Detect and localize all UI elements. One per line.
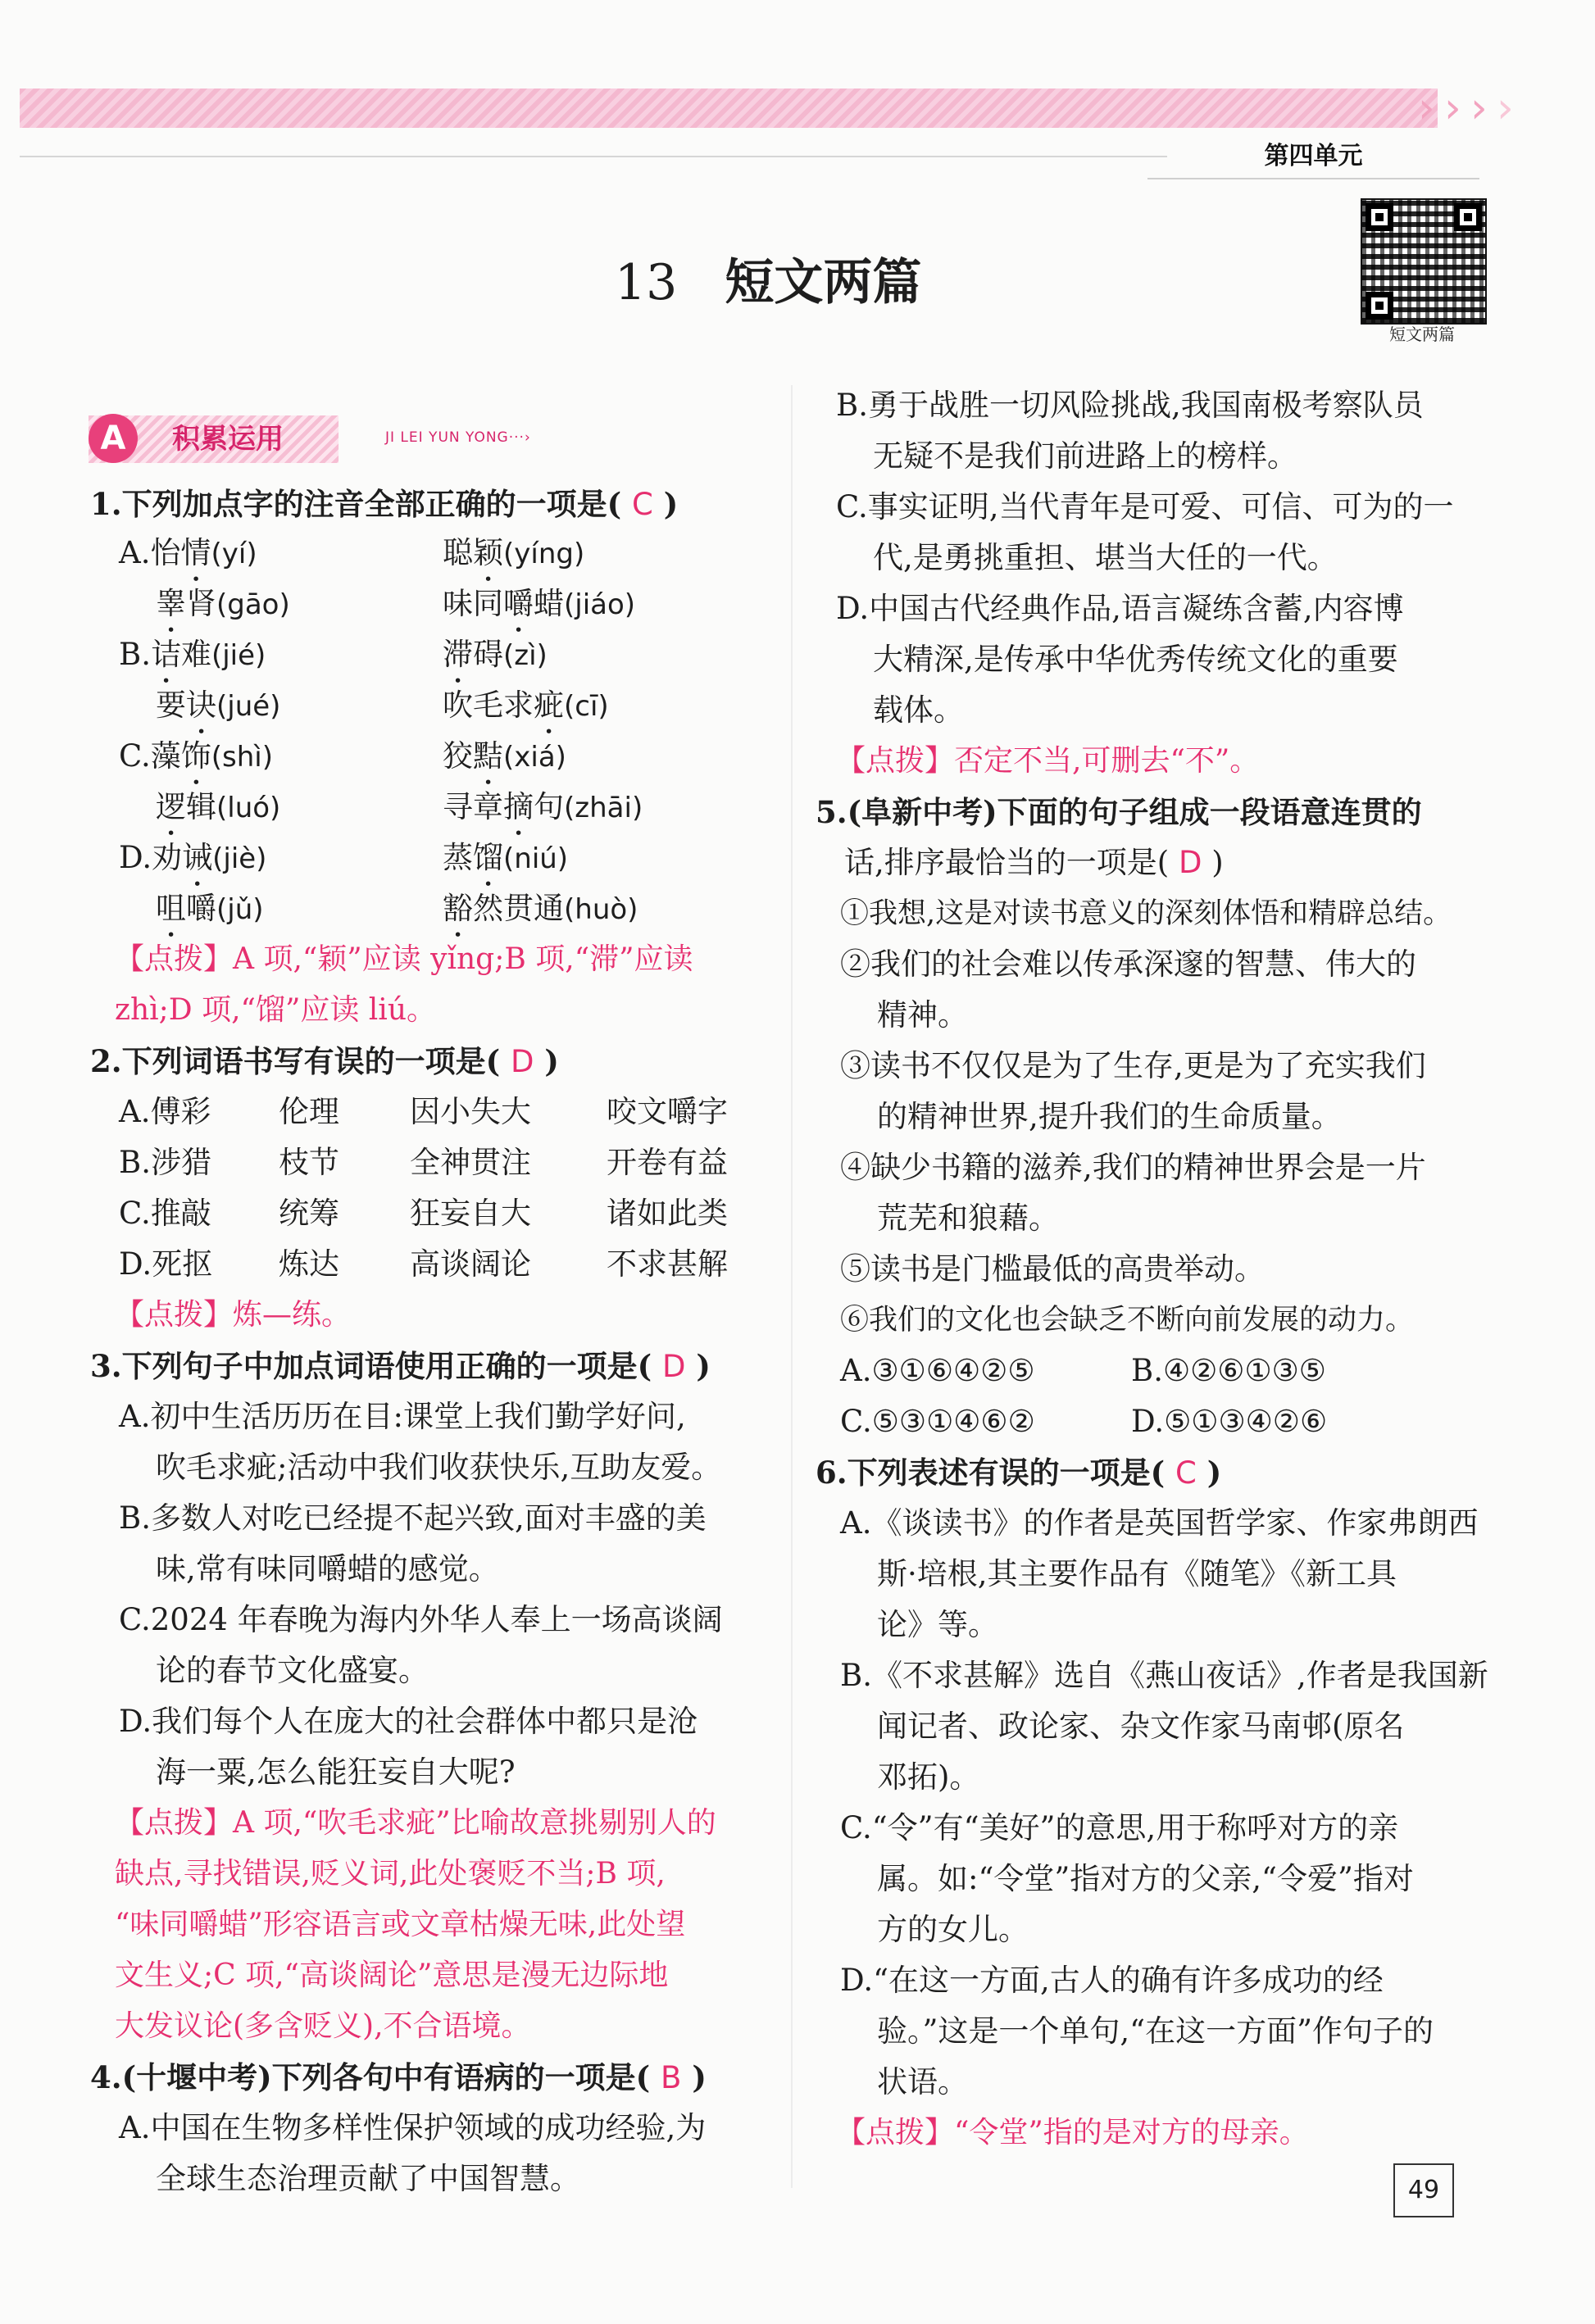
q5-stem-line2: [844, 842, 1224, 883]
chevron-right-icon: ›: [1497, 84, 1514, 133]
q5-option-b: B.④②⑥①③⑤: [1131, 1353, 1326, 1388]
q1-option-b4: 吹毛求疵(cī): [443, 688, 609, 723]
q3-line-8: 海一粟,怎么能狂妄自大呢?: [156, 1754, 516, 1790]
qr-code-icon[interactable]: [1361, 198, 1487, 325]
q3-tip-line3: “味同嚼蜡”形容语言或文章枯燥无味,此处望: [115, 1908, 686, 1941]
q5-line-8: ⑤读书是门槛最低的高贵举动。: [840, 1251, 1265, 1287]
header-rule: [20, 156, 1167, 157]
q6-line-3: 论》等。: [877, 1607, 998, 1642]
q4-stem-text: 4.(十堰中考)下列各句中有语病的一项是(: [90, 2059, 651, 2095]
q1-option-c2: 狡黠(xiá): [443, 738, 566, 774]
q2-row-a-4: 咬文嚼字: [607, 1094, 728, 1129]
q2-row-b-1: B.涉猎: [119, 1145, 211, 1180]
q1-close: ): [663, 486, 679, 522]
q3-tip-line5: 大发议论(多含贬义),不合语境。: [115, 2009, 531, 2043]
q5-line-3: 精神。: [877, 997, 968, 1033]
q6-line-5: 闻记者、政论家、杂文作家马南邨(原名: [877, 1709, 1405, 1744]
q4-line-1: A.中国在生物多样性保护领域的成功经验,为: [119, 2110, 707, 2145]
q1-option-b3: 要诀(jué): [156, 688, 281, 723]
q1-option-d2: 蒸馏(niú): [443, 840, 569, 875]
q2-tip: 【点拨】炼—练。: [115, 1298, 352, 1332]
q5-stem-text: 话,排序最恰当的一项是(: [844, 845, 1170, 880]
q6-line-4: B.《不求甚解》选自《燕山夜话》,作者是我国新: [840, 1658, 1488, 1693]
q1-option-c1: C.藻饰(shì): [119, 738, 274, 774]
q4-tip: 【点拨】否定不当,可删去“不”。: [836, 744, 1260, 778]
q2-row-b-2: 枝节: [279, 1145, 339, 1180]
q6-line-11: 验。”这是一个单句,“在这一方面”作句子的: [877, 2013, 1434, 2049]
lesson-number: 13: [615, 254, 678, 311]
q5-option-d: D.⑤①③④②⑥: [1131, 1404, 1328, 1439]
q6-close: ): [1206, 1455, 1222, 1491]
q4-line-6: 代,是勇挑重担、堪当大任的一代。: [873, 540, 1338, 575]
q4-close: ): [692, 2059, 707, 2095]
q6-line-6: 邓拓)。: [877, 1759, 980, 1795]
q4-line-9: 载体。: [873, 692, 964, 728]
q2-row-a-1: A.傅彩: [119, 1094, 211, 1129]
chevron-right-icon: ›: [1418, 84, 1435, 133]
section-badge: A: [89, 414, 138, 463]
header-band: [20, 84, 1438, 133]
q3-line-6: 论的春节文化盛宴。: [156, 1653, 429, 1688]
q2-stem-text: 2.下列词语书写有误的一项是(: [90, 1043, 501, 1079]
q5-line-4: ③读书不仅仅是为了生存,更是为了充实我们: [840, 1048, 1426, 1083]
q3-tip-line1: 【点拨】A 项,“吹毛求疵”比喻故意挑剔别人的: [115, 1806, 716, 1840]
q6-answer: C: [1175, 1455, 1197, 1491]
q4-line-4: 无疑不是我们前进路上的榜样。: [873, 438, 1297, 474]
chevron-right-icon: ›: [1470, 84, 1488, 133]
q2-row-c-3: 狂妄自大: [410, 1196, 531, 1231]
q1-answer: C: [632, 487, 653, 522]
lesson-title-text: 短文两篇: [725, 254, 922, 311]
q3-line-2: 吹毛求疵;活动中我们收获快乐,互助友爱。: [156, 1450, 722, 1485]
q6-tip: 【点拨】“令堂”指的是对方的母亲。: [836, 2116, 1309, 2149]
q1-option-a1: A.怡情(yí): [119, 535, 257, 570]
q5-line-1: ①我想,这是对读书意义的深刻体悟和精辟总结。: [840, 897, 1452, 930]
q3-tip-line2: 缺点,寻找错误,贬义词,此处褒贬不当;B 项,: [115, 1857, 666, 1891]
q2-stem: [90, 1041, 559, 1083]
q5-option-a: A.③①⑥④②⑤: [840, 1353, 1035, 1388]
unit-label: 第四单元: [1147, 135, 1479, 179]
q4-stem: [90, 2057, 707, 2099]
q3-tip-line4: 文生义;C 项,“高谈阔论”意思是漫无边际地: [115, 1959, 669, 1992]
q2-row-b-3: 全神贯注: [410, 1145, 531, 1180]
q6-stem: [816, 1452, 1221, 1494]
q1-stem: [90, 483, 678, 525]
q2-row-a-2: 伦理: [279, 1094, 339, 1129]
q1-option-a2: 聪颖(yíng): [443, 535, 585, 570]
section-subtitle: JI LEI YUN YONG···›: [385, 429, 531, 446]
q2-row-c-1: C.推敲: [119, 1196, 211, 1231]
q3-stem-text: 3.下列句子中加点词语使用正确的一项是(: [90, 1348, 652, 1384]
q1-stem-text: 1.下列加点字的注音全部正确的一项是(: [90, 486, 622, 522]
q4-line-2: 全球生态治理贡献了中国智慧。: [156, 2161, 580, 2196]
q5-option-c: C.⑤③①④⑥②: [840, 1404, 1035, 1439]
q6-line-12: 状语。: [877, 2064, 968, 2099]
q4-line-7: D.中国古代经典作品,语言凝练含蓄,内容博: [836, 591, 1404, 626]
q6-stem-text: 6.下列表述有误的一项是(: [816, 1455, 1166, 1491]
q1-option-c3: 逻辑(luó): [156, 789, 281, 824]
q2-row-d-2: 炼达: [279, 1246, 339, 1282]
chevron-right-icon: ›: [1444, 84, 1461, 133]
q2-row-c-4: 诸如此类: [607, 1196, 728, 1231]
q2-row-d-1: D.死抠: [119, 1246, 213, 1282]
q3-stem: [90, 1346, 711, 1387]
q3-line-5: C.2024 年春晚为海内外华人奉上一场高谈阔: [119, 1602, 723, 1637]
q1-option-a3: 睾肾(gāo): [156, 586, 290, 621]
q5-answer: D: [1178, 845, 1202, 880]
q3-line-4: 味,常有味同嚼蜡的感觉。: [156, 1551, 499, 1586]
q4-line-3: B.勇于战胜一切风险挑战,我国南极考察队员: [836, 388, 1424, 423]
q3-line-3: B.多数人对吃已经提不起兴致,面对丰盛的美: [119, 1500, 707, 1536]
q2-row-d-3: 高谈阔论: [410, 1246, 531, 1282]
q1-option-a4: 味同嚼蜡(jiáo): [443, 586, 636, 621]
q6-line-7: C.“令”有“美好”的意思,用于称呼对方的亲: [840, 1810, 1399, 1845]
page-number: 49: [1393, 2163, 1454, 2217]
q1-tip-line2: zhì;D 项,“馏”应读 liú。: [115, 993, 437, 1027]
q4-answer: B: [661, 2060, 682, 2095]
q3-line-1: A.初中生活历历在目:课堂上我们勤学好问,: [119, 1399, 686, 1434]
q5-line-7: 荒芜和狼藉。: [877, 1201, 1059, 1236]
q5-line-6: ④缺少书籍的滋养,我们的精神世界会是一片: [840, 1150, 1426, 1185]
q2-answer: D: [511, 1044, 534, 1079]
q4-line-5: C.事实证明,当代青年是可爱、可信、可为的一: [836, 489, 1454, 524]
q2-row-c-2: 统筹: [279, 1196, 339, 1231]
q1-option-b2: 滞碍(zì): [443, 637, 548, 672]
q5-line-5: 的精神世界,提升我们的生命质量。: [877, 1099, 1342, 1134]
q6-line-8: 属。如:“令堂”指对方的父亲,“令爱”指对: [877, 1861, 1414, 1896]
section-subtitle-text: JI LEI YUN YONG: [385, 429, 509, 446]
q2-row-d-4: 不求甚解: [607, 1246, 728, 1282]
q2-close: ): [544, 1043, 559, 1079]
q1-option-d3: 咀嚼(jǔ): [156, 891, 264, 926]
q3-answer: D: [662, 1349, 686, 1384]
q4-line-8: 大精深,是传承中华优秀传统文化的重要: [873, 642, 1398, 677]
q6-line-2: 斯·培根,其主要作品有《随笔》《新工具: [877, 1556, 1397, 1591]
q2-row-b-4: 开卷有益: [607, 1145, 728, 1180]
q5-line-9: ⑥我们的文化也会缺乏不断向前发展的动力。: [840, 1304, 1415, 1337]
q6-line-9: 方的女儿。: [877, 1912, 1029, 1947]
q3-close: ): [696, 1348, 711, 1384]
q1-tip-line1: 【点拨】A 项,“颖”应读 yǐng;B 项,“滞”应读: [115, 942, 693, 976]
q3-line-7: D.我们每个人在庞大的社会群体中都只是沧: [119, 1704, 698, 1739]
q5-close: ): [1211, 845, 1224, 880]
column-divider: [791, 385, 793, 2188]
q6-line-10: D.“在这一方面,古人的确有许多成功的经: [840, 1963, 1384, 1998]
q1-option-d4: 豁然贯通(huò): [443, 891, 638, 926]
q1-option-d1: D.劝诫(jiè): [119, 840, 267, 875]
qr-caption: 短文两篇: [1389, 325, 1455, 344]
q5-line-2: ②我们的社会难以传承深邃的智慧、伟大的: [840, 946, 1416, 982]
q1-option-b1: B.诘难(jié): [119, 637, 266, 672]
section-label: 积累运用: [172, 423, 284, 456]
lesson-title: [615, 250, 921, 315]
q2-row-a-3: 因小失大: [410, 1094, 531, 1129]
q6-line-1: A.《谈读书》的作者是英国哲学家、作家弗朗西: [840, 1505, 1479, 1541]
q1-option-c4: 寻章摘句(zhāi): [443, 789, 643, 824]
q5-stem-line1: 5.(阜新中考)下面的句子组成一段语意连贯的: [816, 794, 1422, 830]
